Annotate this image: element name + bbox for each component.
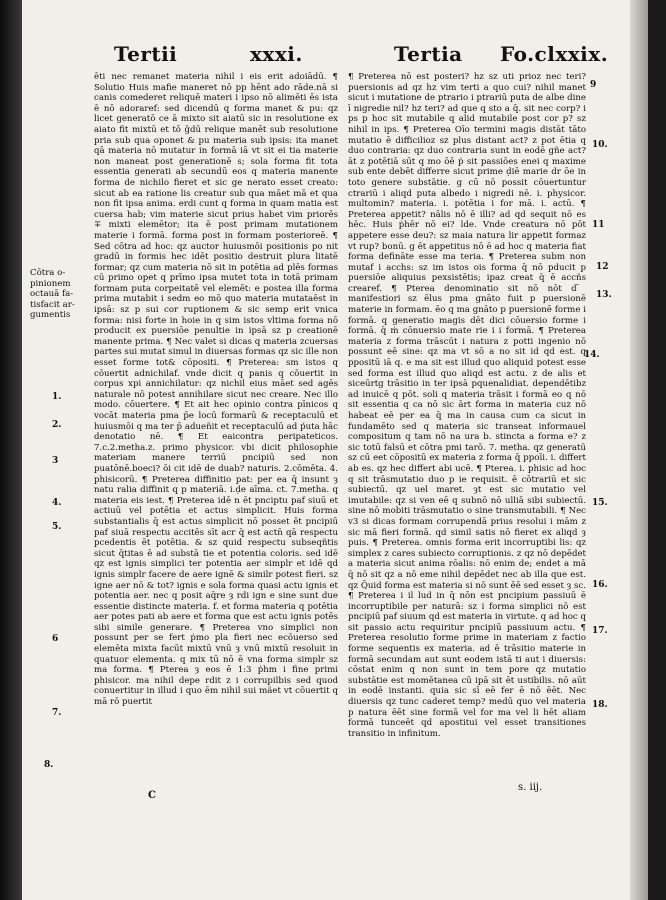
margin-number: 7.: [52, 708, 62, 718]
running-head-center-right: Tertia: [394, 42, 463, 66]
text-column-right: [348, 72, 586, 794]
binding-gutter: [0, 0, 22, 900]
page-edge: [630, 0, 648, 900]
folio-number: Fo.clxxix.: [500, 42, 609, 66]
text-column-left: [94, 72, 338, 798]
column-text: ¶ Preterea nō est posteri? hz sz uti prioz nec teri? puersionis ad qz hz vim terti a quo cui? nihil manet sicut i mutatione de ptrario i ptrariū puta de albe dine ī nigredie nil? hz teri? ad que q sto a q̄. sit nec corp? i ps p hoc sit mutabile q alid mutabile post cor p? sz nihil in ips. ¶ Preterea Oīo termini magis distāt tāto mutatio ē difficilioz sz plus distant act? z pot ētia q duo contraria: qz duo contraria sunt in eodē gñe act? āt z potētiā sūt q mo ōē ṗ sit passiōes enei q maxime sub ente debēt differre sicut prime ḍiē marie dr ōe in toto genere substātie. g cū nō possit cōuertuntur ctrariū i aliqd puta albedo i nigredi nē. i. physicor. multomin? materia. i. potētia i for mā. i. actū. ¶ Preterea appetit? nālis nō ē illi? ad qd sequit nō es hēc. Huis ṗhēr nō ei? lde. Vnde creatura nō pōt appetere esse deu?: sz maia natura lir appetit formaz vt rup? bonū. g ēt appetitus nō ē ad hoc q materia fiat forma defināte esse ma teria. ¶ Preterea subm non mutaf i acchs: sz im istos ois forma q̄ nō pducit p puersiōe aliquius pexsistētis; ipaz creat q̄ ē accñs crearef. ¶ Pterea denominatio sit nō nōt d ̄ manifestiori sz ēlus pma gnāto fuit p puersionē materie in formam. ēo q ma gnāto p puersionē forme i formā. q generatio magis dēt dici cōuersio forme i formā. q̄ ṁ cōnuersio mate rie i i formā. ¶ Preterea materia z forma trāscūt i natura z potti ingenio nō possunt eē sine: qz ma vt sō a no sit id qd est. q ppositū iā q. e ma sit est illud quo aliquid potest esse sed forma est illud quo aliqd est actu. z de alis et siceūrtg trāsitio in ter ipsā pquenalidiat. dependētibz ad inuicē q pōt. soli q materia trāsit i formā eo q nō sit essentia q ca nō sic ārt forma in materia cuz nō habeat eē per ea q̄ ma in causa cum ca sicut in fundamēto sed q materia sic transeat informauel compositum q tam nō na ura b. stincta a forma e? z sic totū falsū et cōtra pmi tarō. 7. metha. qz generatū sz cū eet cōpositū ex materia z forma q̄ ppoīi. i. differt ab es. qz hec differt abi ucē. ¶ Pterea. i. phisic ad hoc q sit trāsmutatio duo p ie requisit. ē cōtrariū et sic subiectū. qz uel maret. ȝt est sic mutatio vel imutabile: qz si ven eē q subnō nō ulliā sibi subiectū. sine nō mobiti trāsmutatio o sine transmutabili. ¶ Nec v3 si dicas formam corrupendā prius resolui i mām z sic mā fieri formā. qd simil satis nō fieret ex aliqd ȝ puis. ¶ Preterea. omnis forma erit incorruptibi lis: qz simplex z cares subiecto corruptionis. z qz nō depēdet a materia sicut anima rōalis: nō enim de; endet a mā q̄ nō sit qz a nō eme nihil depēdet nec ab illa que est. qz Q̄uid forma est materia si nō sunt ēē sed esset ȝ sc. ¶ Preterea i il lud in q̄ nōn est pncipium passiuū ē incorruptibile per naturā: sz i forma simplici nō est pncipiū paf siuum qd est materia in virtute. q ad hoc q sit passio actu requiritur pncipiū passiuum actu. ¶ Preterea resolutio forme prime in materiam z factio forme sequentis ex materia. ad ē trāsitio materie in formā secundam aut sunt eodem istā ti aut i diuersis: cōstat enim q non sunt in tem pore qz mutatio substātie est momētanea cū ipā sit ēt ustibilis. nō aūt in eodē instanti. quia sic sī eē fer ē nō ēēt. Nec diuersis qz tunc caderet temp? medū quo vel materia p natura ēēt sine formā vel for ma vel li hēt aliam formā tunceēt qd apostitui vel esset transitiones transitio in infinitum.: [348, 72, 586, 739]
margin-number: 17.: [592, 626, 608, 636]
margin-number: 5.: [52, 522, 62, 532]
margin-number: 8.: [44, 760, 54, 770]
margin-number: 2.: [52, 420, 62, 430]
signature-mark: s. iij.: [518, 782, 543, 793]
margin-number: 9: [590, 80, 597, 90]
column-text: ēti nec remanet materia nihil i eis erit adoiādū. ¶ Solutio Huis mafie maneret nō pp hēnt ado rāde.nā si canis comederet reliquē materi i ipso nō alimēti ēs ista ē nō adoraref: sed dicendū q forma manet & pu: qz licet generatō ce ā mixto sit aiatū sic in resolutione ex aiato fit mixtū et tō ḡdū relique manēt sub resolutione pria sub qua oponet & pu materia sub ipsis: ita manet qā materia nō mutatur in formā iā vt sit ei tia materie non maneat post generationē s; sola forma fit tota essentia generati ab secundū eos q materia manente forma de nichilo fieret et sic ge nerato esset creato: sicut ab ea ratione lis creatur sub qua māet mā et qua non fit ipsa anima. erdi cunt q forma in quam matia est cuersa hab; vim materie sicut prius habet vim priorēs ∓ mixti elemētor; ita ē post primam mutationem materie i formā. forma post in formam posterioreē. ¶ Sed cōtra ad hoc: qz auctor huiusmōi positionis po nit gradū in formis hec idēt positio destruit plura litatē formar; qz cum materia nō sit in potētia ad plēs formas cū primo opet q prīmo ipsa mutet tota in totā primam formam puta corpeitatē vel elemēt: e postea illa forma prima mutabit i sedm eo mō quo materia mutataēst in ipsā: sz p sui cor ruptionem & sic semp erit vnica forma: nisi forte in hoie in q sim istos vltima forma nō producit ex puersiōe penultie in ipsā sz p creationē manente prima. ¶ Nec valet si dicas q materia zcuersas partes sui mutat simul in diuersas formas qz sic ille non esset forme tot& cōpositi. ¶ Preterea: sm istos q cōuertit adnichilaf. vnde dicit q panis q cōuertit in corpus xpi annichilatur: qz nichil eius māet sed agēs naturale nō potest annihilare sicut nec creare. Nec illo modo. cōuertere. ¶ Et ait hec opinio contra pīnicos q vocāt materia pma p̄e locū formarū & receptaculū et huiusmōi q ma ter p̄ adueñit et receptaculū ad ṕuta hāc denotatio nē. ¶ Et eaicontra peripateticos. 7.c.2.metha.z. primo physicor. vbi dicit philosophie materiam manere terriū pncipiū sed non puatōnē.boeci? ōi cit idē de duab? naturis. 2.cōmēta. 4. phisicorū. ¶ Preterea diffinitio pat: per ea q̄ insunt ȝ natu ralia diffinit q p materiā. i.ḍe aīma. ct. 7.metha. q materia eis iest. ¶ Preterea idē n ēt pnciptu paf siuū et actiuū vel potētia et actus simplicit. Huis forma substantialis q̄ est actus simplicit nō posset ēt pncipiū paf siuā respectu accitēs sīt acr q̄ est actn̄ qā respectu pcedentis ēt potētia. & sz quid respectu subseqñtis sicut q̄titas ē ad substā tie et potentia coloris. sed idē qz est ignis simplici ter potentia aer simplr et idē qd ignis simplr facere de aere ignē & similr potest fieri. sz igne aer nō & tot? ignis e sola forma quasi actu ignis et potentia aer. nec q posit aq̄re ȝ rdi ign e sine sunt due essentie distincte materia. f. et forma materia q potētia aer potes pati ab aere et forma que est actu ignis potēs sibi simile generare. ¶ Preterea vno simplici non possunt per se fert ṗmo pla fieri nec ecōuerso sed elemēta mixta facūt mixtū vnū ȝ vnū mixtū resoluit in quatuor elementa. q mix tū nō ē vna forma simplr sz ma forma. ¶ Pterea ȝ eos ē 1:3 ṗhm i fine primi phisicor. ma nihil depe rdit z i corrupilbis sed quod conuertitur in illud i quo ēm nihil sui mäet vt cōuertit q mā rō puertit: [94, 72, 338, 708]
margin-number: 18.: [592, 700, 608, 710]
book-page: [22, 0, 648, 900]
margin-number: 14.: [584, 350, 600, 360]
running-head-left: Tertii: [114, 42, 178, 66]
margin-number: 11: [592, 220, 605, 230]
margin-number: 1.: [52, 392, 62, 402]
margin-number: 15.: [592, 498, 608, 508]
margin-number: 10.: [592, 140, 608, 150]
signature-mark-left: C: [148, 790, 156, 801]
margin-number: 16.: [592, 580, 608, 590]
margin-number: 6: [52, 634, 59, 644]
margin-number: 13.: [596, 290, 612, 300]
margin-number: 4.: [52, 498, 62, 508]
margin-number: 3: [52, 456, 59, 466]
margin-number: 12: [596, 262, 609, 272]
marginal-gloss: Cōtra o- pinionem octauā fa- tisfacit ar- gumentis: [30, 268, 75, 320]
running-head-center-left: xxxi.: [250, 42, 303, 66]
